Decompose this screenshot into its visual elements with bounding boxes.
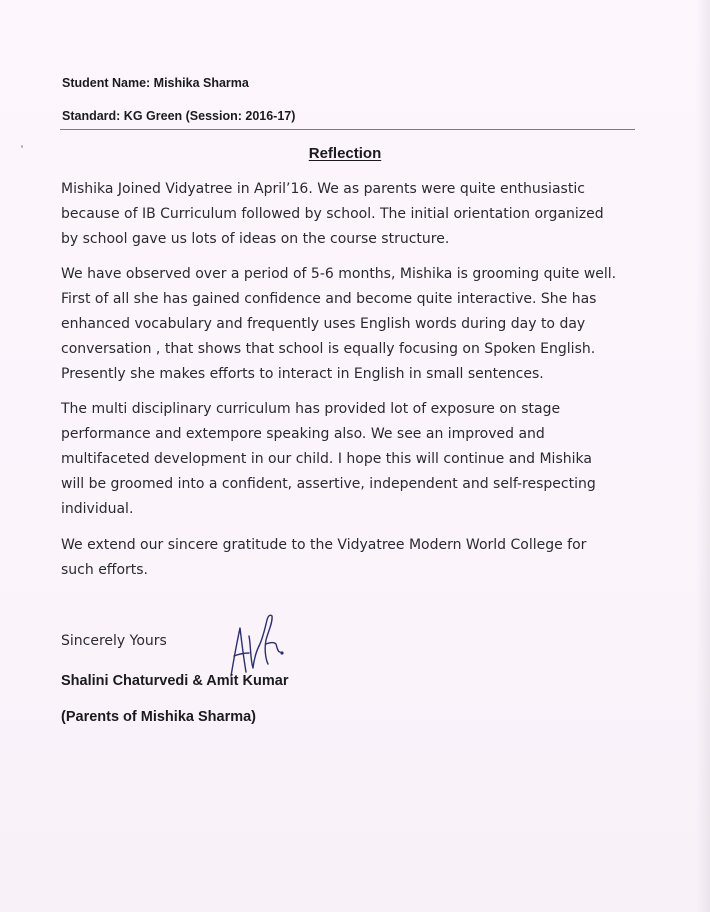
standard-line: Standard: KG Green (Session: 2016-17) [62,109,296,123]
paragraph-line: enhanced vocabulary and frequently uses English words during day to day [61,316,586,332]
paragraph-line: by school gave us lots of ideas on the course structure. [61,231,450,247]
paragraph-line: such efforts. [61,562,149,578]
paragraph-line: Presently she makes efforts to interact in English in small sentences. [61,366,544,382]
paragraph-4 [61,533,651,583]
page-edge-shadow [696,0,710,912]
signer-names: Shalini Chaturvedi & Amit Kumar [61,673,289,689]
paragraph-line: individual. [61,501,134,517]
closing-salutation: Sincerely Yours [61,633,167,649]
paragraph-2 [61,262,651,387]
paragraph-line: Mishika Joined Vidyatree in April’16. We as parents were quite enthusiastic [61,181,585,197]
signer-relation: (Parents of Mishika Sharma) [61,709,256,725]
page-title: Reflection [308,145,382,162]
paragraph-line: performance and extempore speaking also. We see an improved and [61,426,545,442]
paragraph-line: multifaceted development in our child. I hope this will continue and Mishika [61,451,592,467]
paragraph-line: We have observed over a period of 5-6 months, Mishika is grooming quite well. [61,266,617,282]
paragraph-3 [61,397,651,522]
paragraph-line: First of all she has gained confidence and become quite interactive. She has [61,291,597,307]
paragraph-line: The multi disciplinary curriculum has provided lot of exposure on stage [61,401,561,417]
paragraph-line: conversation , that shows that school is equally focusing on Spoken English. [61,341,596,357]
paragraph-line: will be groomed into a confident, assertive, independent and self-respecting [61,476,596,492]
paragraph-line: We extend our sincere gratitude to the Vidyatree Modern World College for [61,537,587,553]
paragraph-1 [61,177,651,252]
paragraph-line: because of IB Curriculum followed by school. The initial orientation organized [61,206,604,222]
student-name-line: Student Name: Mishika Sharma [62,76,249,90]
header-divider [60,129,635,130]
